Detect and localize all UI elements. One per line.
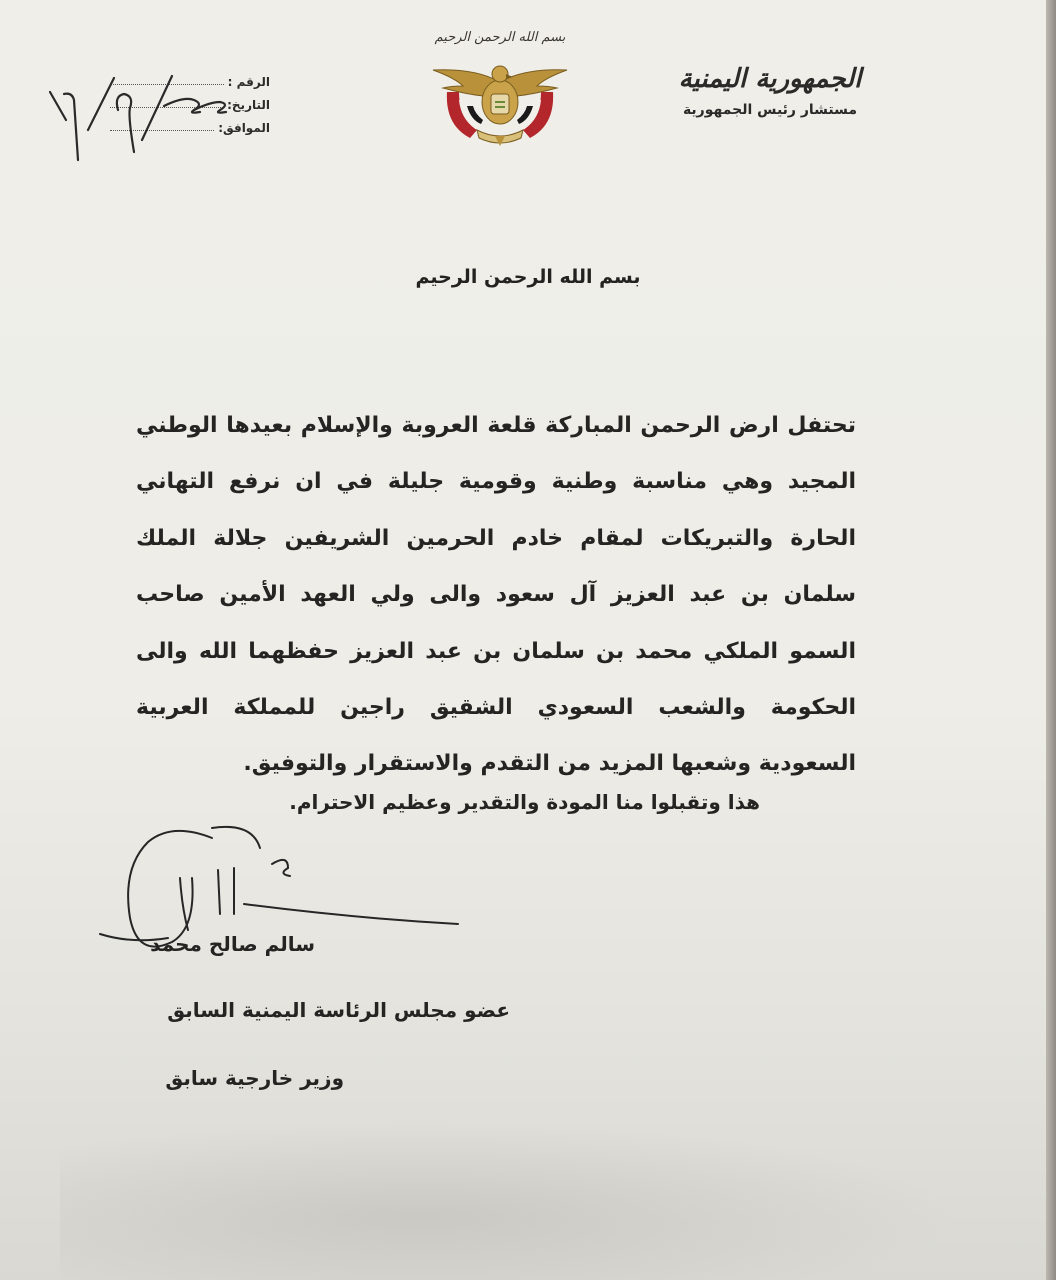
letterhead-country: الجمهورية اليمنية <box>678 64 862 94</box>
paper-edge <box>1046 0 1056 1280</box>
emblem <box>425 30 575 155</box>
letterhead <box>660 64 880 118</box>
signatory-name: سالم صالح محمد <box>150 932 315 956</box>
emblem-basmala: بسم الله الرحمن الرحيم <box>434 30 566 45</box>
ref-number-label: الرقم : <box>227 75 270 89</box>
letter-basmala: بسم الله الرحمن الرحيم <box>415 266 641 288</box>
ref-date-label: التاريخ: <box>227 98 270 112</box>
handwritten-signature <box>92 818 472 988</box>
signatory-title-2: وزير خارجية سابق <box>165 1066 344 1090</box>
letter-body: تحتفل ارض الرحمن المباركة قلعة العروبة والإسلام بعيدها الوطني المجيد وهي مناسبة وطنية وقومية جليلة في ان نرفع التهاني الحارة والتبريكات لمقام خادم الحرمين الشريفين جلالة الملك سلمان بن عبد العزيز آل سعود والى ولي العهد الأمين صاحب السمو الملكي محمد بن سلمان بن عبد العزيز حفظهما الله والى الحكومة والشعب السعودي الشقيق راجين للمملكة العربية السعودية وشعبها المزيد من التقدم والاستقرار والتوفيق. <box>136 413 856 777</box>
letterhead-office: مستشار رئيس الجمهورية <box>682 102 858 118</box>
yemen-eagle-icon <box>425 30 575 155</box>
signatory-title-1: عضو مجلس الرئاسة اليمنية السابق <box>167 998 510 1022</box>
ref-corresponding-label: الموافق: <box>218 121 270 135</box>
letter-closing: هذا وتقبلوا منا المودة والتقدير وعظيم الاحترام. <box>289 790 760 814</box>
shadow <box>60 1120 960 1280</box>
handwritten-date <box>44 70 274 165</box>
